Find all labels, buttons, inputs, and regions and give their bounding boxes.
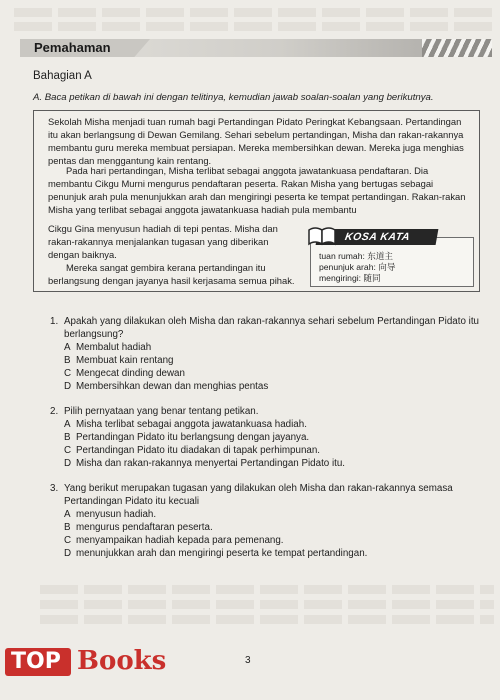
- option-text: menyusun hadiah.: [76, 509, 157, 520]
- option-letter: C: [64, 368, 72, 379]
- question-text: Apakah yang dilakukan oleh Misha dan rakan-rakannya sehari sebelum Pertandingan Pidato itu berlangsung?: [64, 316, 479, 341]
- question-number: 1.: [50, 316, 59, 327]
- option-letter: A: [64, 342, 71, 353]
- bleed-through-text: [14, 22, 494, 31]
- option-letter: C: [64, 535, 72, 546]
- option-letter: D: [64, 548, 72, 559]
- question-text: Yang berikut merupakan tugasan yang dilakukan oleh Misha dan rakan-rakannya semasa Pertandingan Pidato itu kecuali: [64, 483, 453, 508]
- answer-option[interactable]: [64, 534, 482, 547]
- vocabulary-entry: tuan rumah: 东道主: [319, 251, 394, 261]
- question-2: [50, 405, 480, 475]
- passage-paragraph-2: Pada hari pertandingan, Misha terlibat sebagai anggota jawatankuasa pendaftaran. Dia membantu Cikgu Murni mengurus pendaftaran peserta. Rakan Misha yang bertugas sebagai penunjuk arah pula menunjukkan arah dan mengiringi peserta ke tempat pertandingan. Rakan-rakan Misha yang terlibat sebagai anggota jawatankuasa hadiah pula membantu: [48, 165, 466, 215]
- answer-option[interactable]: [64, 431, 482, 444]
- answer-option[interactable]: [64, 341, 482, 354]
- option-text: menunjukkan arah dan mengiringi peserta ke tempat pertandingan.: [76, 548, 368, 559]
- page-number: 3: [245, 655, 251, 666]
- question-3: [50, 482, 480, 567]
- option-letter: B: [64, 522, 71, 533]
- option-letter: B: [64, 355, 71, 366]
- logo-top: TOP: [5, 648, 71, 676]
- question-number: 3.: [50, 483, 59, 494]
- answer-option[interactable]: [64, 508, 482, 521]
- option-text: Membersihkan dewan dan menghias pentas: [76, 381, 269, 392]
- answer-option[interactable]: [64, 521, 482, 534]
- option-text: Misha dan rakan-rakannya menyertai Pertandingan Pidato itu.: [76, 458, 346, 469]
- vocabulary-entry: mengiringi: 随同: [319, 273, 381, 283]
- instruction-text: A. Baca petikan di bawah ini dengan telitinya, kemudian jawab soalan-soalan yang berikutnya.: [33, 92, 434, 103]
- bleed-through-text: [40, 585, 494, 594]
- vocabulary-entry: penunjuk arah: 向导: [319, 262, 396, 272]
- option-text: Membuat kain rentang: [76, 355, 174, 366]
- option-letter: A: [64, 419, 71, 430]
- answer-option[interactable]: [64, 367, 482, 380]
- section-header-bar: [20, 39, 492, 57]
- header-stripes: [422, 39, 492, 57]
- option-letter: D: [64, 458, 72, 469]
- question-text: Pilih pernyataan yang benar tentang petikan.: [64, 406, 259, 417]
- answer-option[interactable]: [64, 418, 482, 431]
- vocabulary-title: KOSA KATA: [316, 229, 439, 245]
- option-text: Pertandingan Pidato itu diadakan di tapak perhimpunan.: [76, 445, 321, 456]
- passage-paragraph-1: Sekolah Misha menjadi tuan rumah bagi Pertandingan Pidato Peringkat Kebangsaan. Pertandingan itu akan berlangsung di Dewan Gemilang. Sehari sebelum pertandingan, Misha dan rakan-rakannya membantu guru mereka membuat persiapan. Mereka membersihkan dewan. Mereka juga menghias pentas dan menggantung kain rentang.: [48, 116, 464, 166]
- option-text: mengurus pendaftaran peserta.: [76, 522, 213, 533]
- question-1: [50, 315, 480, 395]
- passage-box: [33, 110, 480, 292]
- option-letter: D: [64, 381, 72, 392]
- option-text: Mengecat dinding dewan: [76, 368, 185, 379]
- answer-option[interactable]: [64, 547, 482, 560]
- option-text: menyampaikan hadiah kepada para pemenang.: [76, 535, 284, 546]
- option-text: Pertandingan Pidato itu berlangsung dengan jayanya.: [76, 432, 310, 443]
- bleed-through-text: [40, 615, 494, 624]
- section-label: Bahagian A: [33, 70, 92, 82]
- option-letter: A: [64, 509, 71, 520]
- answer-option[interactable]: [64, 354, 482, 367]
- answer-option[interactable]: [64, 380, 482, 393]
- page-title: Pemahaman: [34, 40, 111, 55]
- vocabulary-box: [310, 231, 474, 287]
- answer-option[interactable]: [64, 457, 482, 470]
- logo-books: Books: [77, 646, 167, 676]
- question-number: 2.: [50, 406, 59, 417]
- passage-paragraph-3: Mereka sangat gembira kerana pertandingan itu berlangsung dengan jayanya hasil kerjasama semua pihak.: [48, 262, 295, 286]
- option-letter: C: [64, 445, 72, 456]
- topbooks-logo: [5, 645, 180, 679]
- passage-paragraph-2-continued: Cikgu Gina menyusun hadiah di tepi pentas. Misha dan rakan-rakannya menjalankan tugasan yang diberikan dengan baiknya.: [48, 223, 278, 260]
- bleed-through-text: [40, 600, 494, 609]
- option-text: Misha terlibat sebagai anggota jawatankuasa hadiah.: [76, 419, 307, 430]
- option-letter: B: [64, 432, 71, 443]
- answer-option[interactable]: [64, 444, 482, 457]
- open-book-icon: [307, 224, 337, 246]
- bleed-through-text: [14, 8, 494, 17]
- option-text: Membalut hadiah: [76, 342, 152, 353]
